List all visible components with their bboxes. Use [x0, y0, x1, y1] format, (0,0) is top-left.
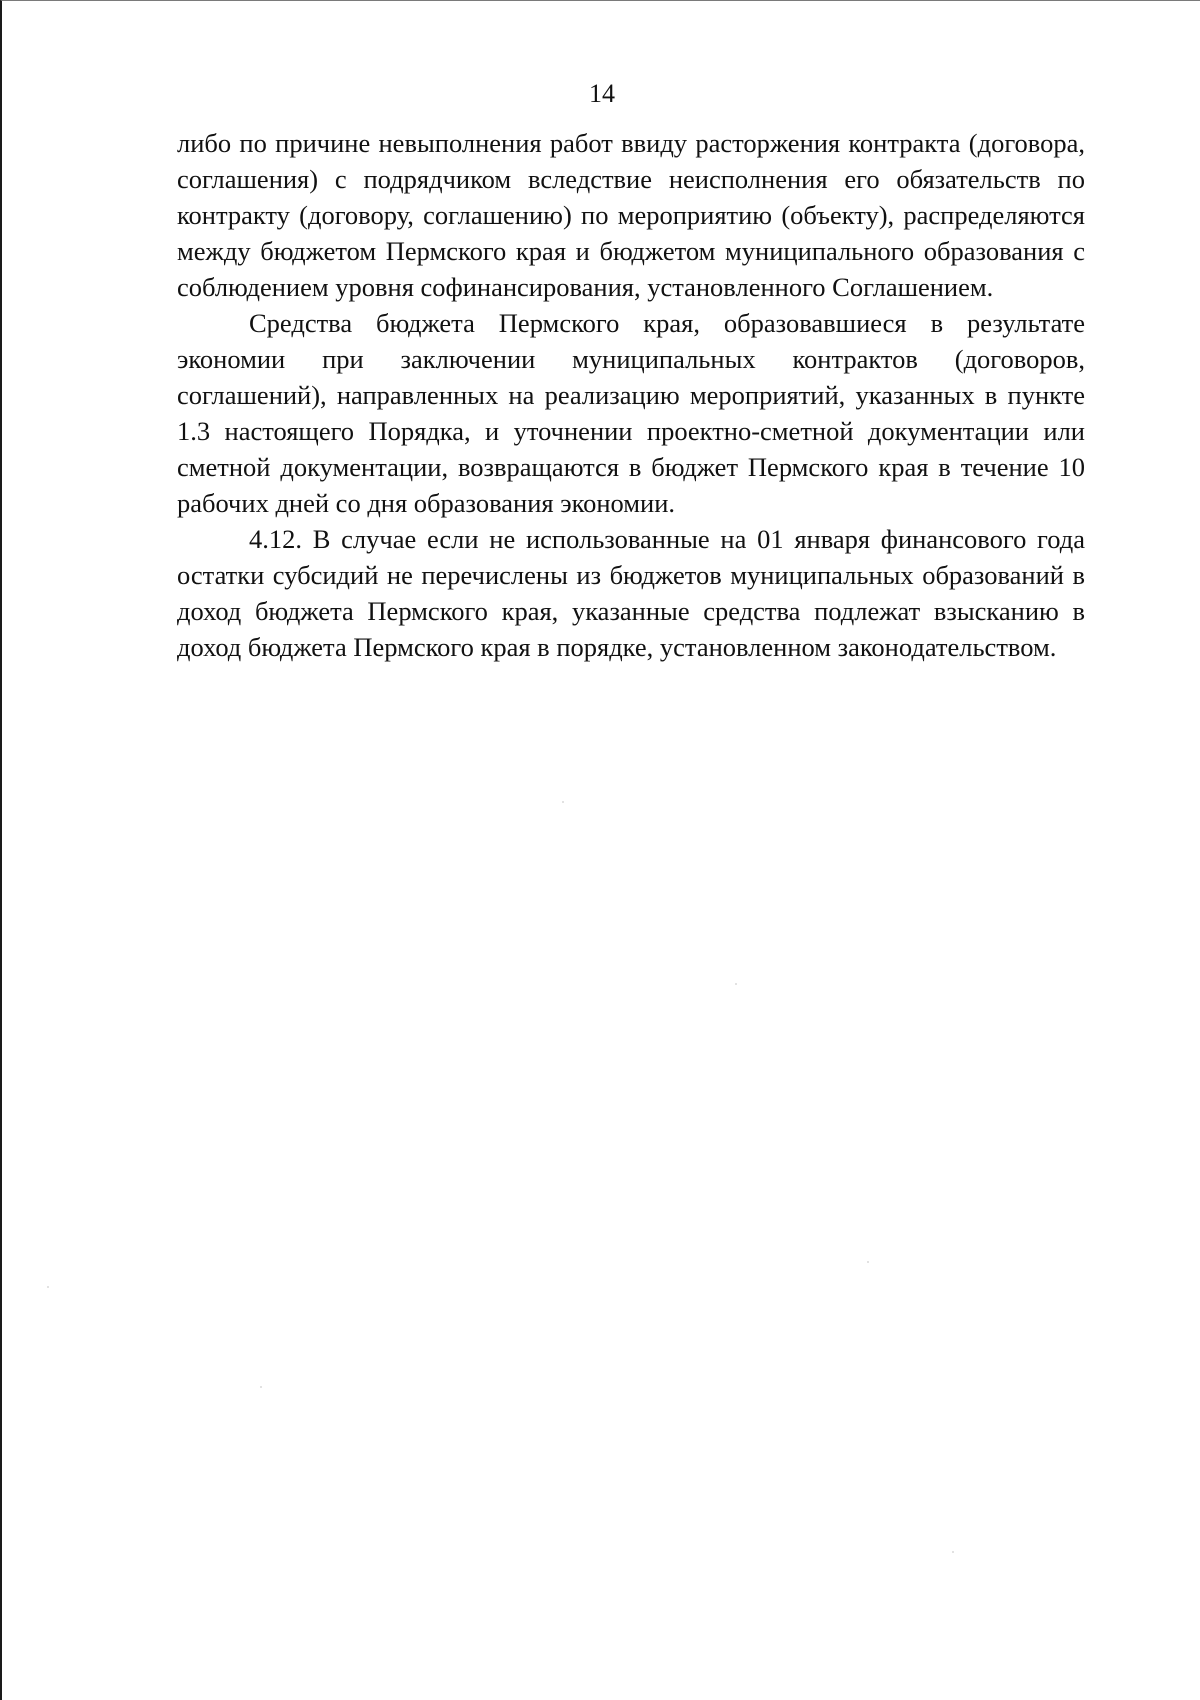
scan-speck — [47, 1286, 49, 1288]
scan-speck — [260, 1386, 262, 1388]
page-number: 14 — [589, 79, 615, 108]
paragraph-continuation: либо по причине невыполнения работ ввиду расторжения контракта (договора, соглашения) с подрядчиком вследствие неисполнения его обязательств по контракту (договору, соглашению) по мероприятию (объекту), распределяются между бюджетом Пермского края и бюджетом муниципального образования с соблюдением уровня софинансирования, установленного Соглашением. — [177, 128, 1085, 302]
paragraph-4-12: 4.12. В случае если не использованные на 01 января финансового года остатки субсидий не перечислены из бюджетов муниципальных образований в доход бюджета Пермского края, указанные средства подлежат взысканию в доход бюджета Пермского края в порядке, установленном законодательством. — [177, 524, 1085, 662]
scan-speck — [735, 983, 737, 985]
scan-speck — [952, 1551, 954, 1553]
document-body — [177, 125, 1085, 665]
scan-speck — [562, 801, 564, 803]
scan-speck — [867, 1261, 869, 1263]
paragraph-savings: Средства бюджета Пермского края, образовавшиеся в результате экономии при заключении муниципальных контрактов (договоров, соглашений), направленных на реализацию мероприятий, указанных в пункте 1.3 настоящего Порядка, и уточнении проектно-сметной документации или сметной документации, возвращаются в бюджет Пермского края в течение 10 рабочих дней со дня образования экономии. — [177, 308, 1085, 518]
